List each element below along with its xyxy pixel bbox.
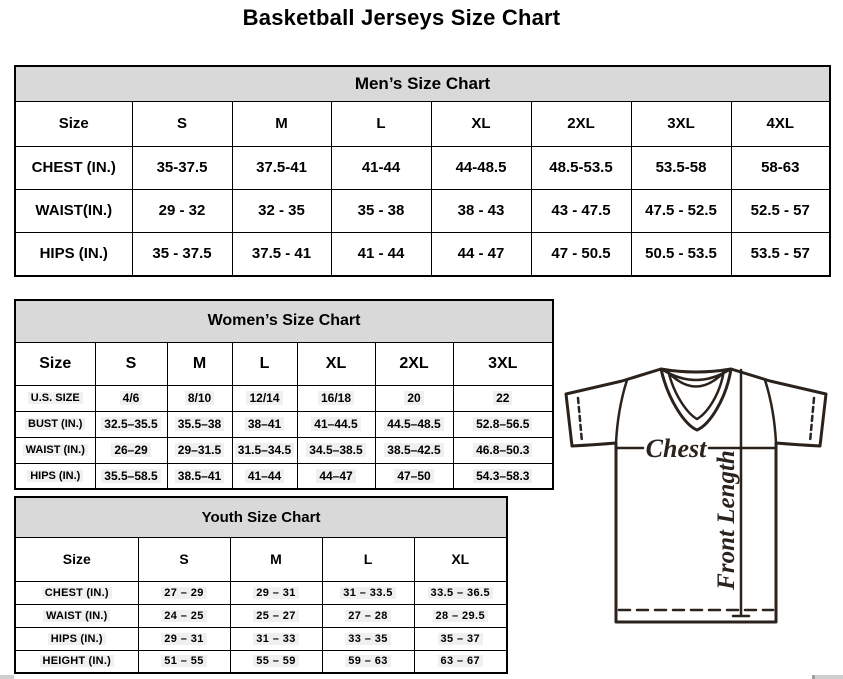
column-header: L [232, 342, 297, 385]
size-header-row [15, 101, 830, 146]
jersey-outline [566, 369, 826, 622]
row-label: BUST (IN.) [15, 411, 95, 437]
cell: 25 – 27 [230, 604, 322, 627]
cell: 27 – 29 [138, 581, 230, 604]
cell: 32 - 35 [232, 189, 331, 232]
column-header: 3XL [631, 101, 731, 146]
column-header: Size [15, 342, 95, 385]
table-row [15, 604, 507, 627]
cell: 53.5 - 57 [731, 232, 830, 276]
cell: 41-44 [331, 146, 431, 189]
size-header-row [15, 537, 507, 581]
cell: 35 - 37.5 [132, 232, 232, 276]
cell: 31.5–34.5 [232, 437, 297, 463]
row-label: U.S. SIZE [15, 385, 95, 411]
table-title-row [15, 300, 553, 342]
womens-size-chart-table [14, 299, 554, 490]
cell: 29 – 31 [138, 627, 230, 650]
cell: 38–41 [232, 411, 297, 437]
row-label: WAIST (IN.) [15, 604, 138, 627]
cell: 47 - 50.5 [531, 232, 631, 276]
column-header: Size [15, 101, 132, 146]
row-label: WAIST(IN.) [15, 189, 132, 232]
cell: 55 – 59 [230, 650, 322, 673]
table-row [15, 581, 507, 604]
table-row [15, 411, 553, 437]
table-row [15, 437, 553, 463]
cell: 44–47 [297, 463, 375, 489]
mens-size-chart-table [14, 65, 831, 277]
table-row [15, 463, 553, 489]
cell: 41–44.5 [297, 411, 375, 437]
cell: 44-48.5 [431, 146, 531, 189]
cell: 32.5–35.5 [95, 411, 167, 437]
cell: 38.5–42.5 [375, 437, 453, 463]
cell: 31 – 33 [230, 627, 322, 650]
table-row [15, 385, 553, 411]
cell: 44.5–48.5 [375, 411, 453, 437]
cell: 35.5–38 [167, 411, 232, 437]
cell: 41–44 [232, 463, 297, 489]
column-header: 2XL [375, 342, 453, 385]
cell: 44 - 47 [431, 232, 531, 276]
column-header: 4XL [731, 101, 830, 146]
horizontal-scrollbar-fragment-right[interactable] [812, 675, 843, 679]
cell: 38.5–41 [167, 463, 232, 489]
cell: 52.8–56.5 [453, 411, 553, 437]
cell: 63 – 67 [414, 650, 507, 673]
cell: 37.5 - 41 [232, 232, 331, 276]
row-label: HEIGHT (IN.) [15, 650, 138, 673]
jersey-diagram [553, 358, 843, 668]
chest-label: Chest [645, 434, 707, 463]
cell: 16/18 [297, 385, 375, 411]
row-label: WAIST (IN.) [15, 437, 95, 463]
table-row [15, 232, 830, 276]
column-header: M [167, 342, 232, 385]
horizontal-scrollbar-fragment-left[interactable] [0, 675, 14, 679]
table-title: Youth Size Chart [15, 497, 507, 537]
column-header: 2XL [531, 101, 631, 146]
column-header: XL [431, 101, 531, 146]
front-length-label: Front Length [713, 450, 740, 590]
cell: 27 – 28 [322, 604, 414, 627]
cell: 12/14 [232, 385, 297, 411]
cell: 29 - 32 [132, 189, 232, 232]
column-header: S [138, 537, 230, 581]
cell: 20 [375, 385, 453, 411]
cell: 24 – 25 [138, 604, 230, 627]
cell: 54.3–58.3 [453, 463, 553, 489]
row-label: HIPS (IN.) [15, 232, 132, 276]
youth-size-chart-section [14, 496, 508, 674]
cell: 59 – 63 [322, 650, 414, 673]
cell: 51 – 55 [138, 650, 230, 673]
column-header: S [132, 101, 232, 146]
column-header: M [232, 101, 331, 146]
cell: 31 – 33.5 [322, 581, 414, 604]
column-header: Size [15, 537, 138, 581]
cell: 35.5–58.5 [95, 463, 167, 489]
column-header: M [230, 537, 322, 581]
cell: 22 [453, 385, 553, 411]
cell: 35 - 38 [331, 189, 431, 232]
cell: 47.5 - 52.5 [631, 189, 731, 232]
cell: 35 – 37 [414, 627, 507, 650]
cell: 37.5-41 [232, 146, 331, 189]
column-header: XL [414, 537, 507, 581]
cell: 34.5–38.5 [297, 437, 375, 463]
mens-size-chart-section [14, 65, 831, 277]
cell: 28 – 29.5 [414, 604, 507, 627]
column-header: S [95, 342, 167, 385]
cell: 4/6 [95, 385, 167, 411]
cell: 47–50 [375, 463, 453, 489]
row-label: CHEST (IN.) [15, 581, 138, 604]
table-title: Women’s Size Chart [15, 300, 553, 342]
cell: 46.8–50.3 [453, 437, 553, 463]
cell: 29 – 31 [230, 581, 322, 604]
cell: 35-37.5 [132, 146, 232, 189]
table-row [15, 650, 507, 673]
row-label: HIPS (IN.) [15, 463, 95, 489]
row-label: CHEST (IN.) [15, 146, 132, 189]
table-row [15, 189, 830, 232]
cell: 26–29 [95, 437, 167, 463]
column-header: L [331, 101, 431, 146]
cell: 58-63 [731, 146, 830, 189]
table-row [15, 146, 830, 189]
cell: 29–31.5 [167, 437, 232, 463]
table-title: Men’s Size Chart [15, 66, 830, 101]
column-header: L [322, 537, 414, 581]
cell: 33.5 – 36.5 [414, 581, 507, 604]
cell: 48.5-53.5 [531, 146, 631, 189]
cell: 38 - 43 [431, 189, 531, 232]
womens-size-chart-section [14, 299, 554, 490]
column-header: XL [297, 342, 375, 385]
cell: 52.5 - 57 [731, 189, 830, 232]
size-header-row [15, 342, 553, 385]
cell: 53.5-58 [631, 146, 731, 189]
table-title-row [15, 497, 507, 537]
table-title-row [15, 66, 830, 101]
table-row [15, 627, 507, 650]
column-header: 3XL [453, 342, 553, 385]
row-label: HIPS (IN.) [15, 627, 138, 650]
cell: 43 - 47.5 [531, 189, 631, 232]
cell: 41 - 44 [331, 232, 431, 276]
cell: 50.5 - 53.5 [631, 232, 731, 276]
youth-size-chart-table [14, 496, 508, 674]
page-title: Basketball Jerseys Size Chart [242, 5, 561, 30]
cell: 33 – 35 [322, 627, 414, 650]
cell: 8/10 [167, 385, 232, 411]
